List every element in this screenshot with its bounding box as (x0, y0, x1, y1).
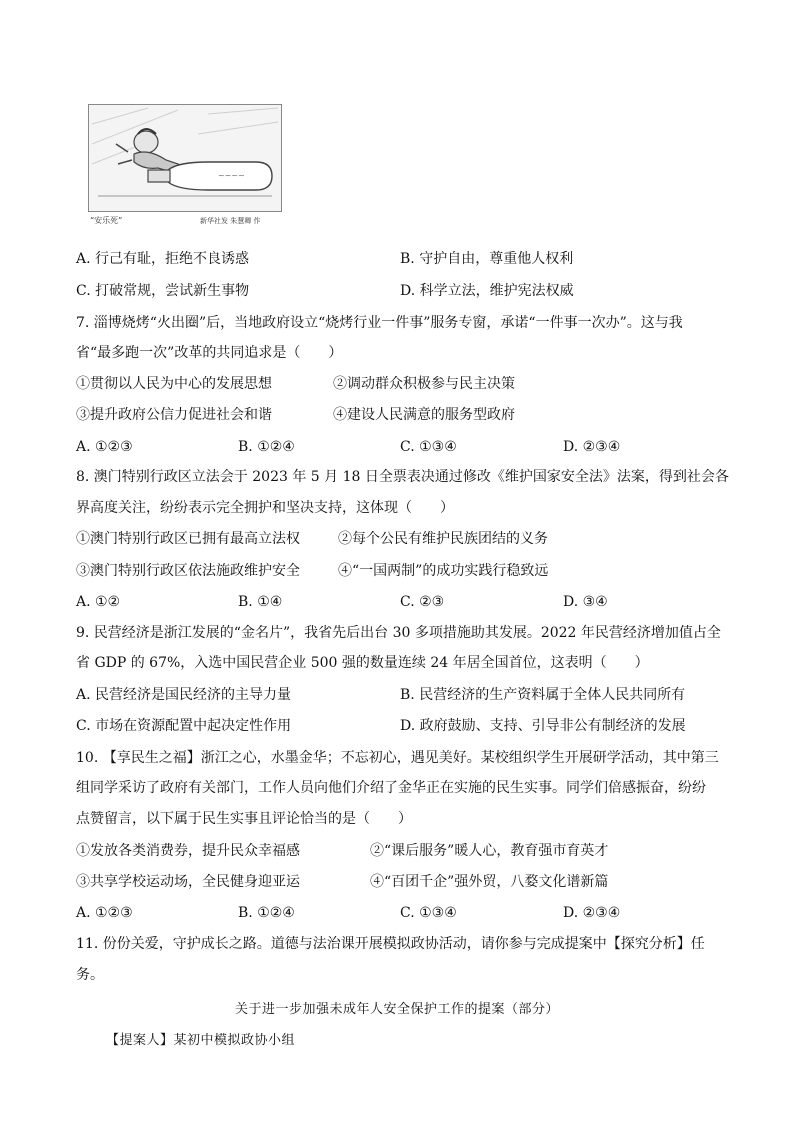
q7-option-d: D. ②③④ (563, 439, 621, 455)
q8-item-1: ①澳门特别行政区已拥有最高立法权 (76, 531, 300, 547)
cartoon-caption-right: 新华社发 朱慧卿 作 (200, 217, 261, 225)
q11-stem-line1: 11. 份份关爱，守护成长之路。道德与法治课开展模拟政协活动，请你参与完成提案中【探究分析】任 (76, 936, 705, 952)
q10-stem-line1: 10. 【享民生之福】浙江之心，水墨金华；不忘初心，遇见美好。某校组织学生开展研学活动，其中第三 (76, 750, 719, 766)
q10-option-d: D. ②③④ (563, 905, 621, 921)
q8-item-2: ②每个公民有维护民族团结的义务 (338, 531, 548, 547)
q9-option-d: D. 政府鼓励、支持、引导非公有制经济的发展 (400, 718, 686, 734)
q7-option-a: A. ①②③ (76, 439, 133, 455)
q8-option-b: B. ①④ (238, 594, 283, 610)
q7-item-3: ③提升政府公信力促进社会和谐 (76, 407, 272, 423)
q7-stem-line1: 7. 淄博烧烤“火出圈”后，当地政府设立“烧烤行业一件事”服务专窗，承诺“一件事一次办”。这与我 (76, 315, 683, 331)
q8-option-d: D. ③④ (563, 594, 608, 610)
proposal-proposer: 【提案人】某初中模拟政协小组 (106, 1033, 296, 1048)
q8-stem-line1: 8. 澳门特别行政区立法会于 2023 年 5 月 18 日全票表决通过修改《维护国家安全法》法案，得到社会各 (76, 469, 729, 485)
q8-stem-line2: 界高度关注，纷纷表示完全拥护和坚决支持，这体现（ ） (76, 500, 454, 516)
cartoon-caption-left: “安乐死” (90, 216, 123, 225)
q7-item-1: ①贯彻以人民为中心的发展思想 (76, 376, 272, 392)
q10-option-c: C. ①③④ (400, 905, 457, 921)
q10-stem-line3: 点赞留言，以下属于民生实事且评论恰当的是（ ） (76, 811, 412, 827)
q8-item-4: ④“一国两制”的成功实践行稳致远 (338, 563, 549, 579)
q8-item-3: ③澳门特别行政区依法施政维护安全 (76, 563, 300, 579)
q9-stem-line1: 9. 民营经济是浙江发展的“金名片”，我省先后出台 30 多项措施助其发展。2022 年民营经济增加值占全 (76, 625, 721, 641)
q10-option-a: A. ①②③ (76, 905, 133, 921)
q10-option-b: B. ①②④ (238, 905, 295, 921)
q9-option-b: B. 民营经济的生产资料属于全体人民共同所有 (400, 687, 686, 703)
q7-item-4: ④建设人民满意的服务型政府 (333, 407, 515, 423)
q7-stem-line2: 省“最多跑一次”改革的共同追求是（ ） (76, 345, 343, 361)
q7-option-c: C. ①③④ (400, 439, 457, 455)
q10-stem-line2: 组同学采访了政府有关部门，工作人员向他们介绍了金华正在实施的民生实事。同学们倍感振奋，纷纷 (76, 780, 706, 796)
q6-option-a: A. 行己有耻，拒绝不良诱惑 (76, 251, 250, 267)
cartoon-illustration (88, 104, 282, 228)
q6-option-b: B. 守护自由，尊重他人权利 (400, 251, 574, 267)
svg-text:~~~~: ~~~~ (218, 171, 245, 180)
q8-option-a: A. ①② (76, 594, 121, 610)
q6-option-d: D. 科学立法，维护宪法权威 (400, 283, 574, 299)
q10-item-1: ①发放各类消费券，提升民众幸福感 (76, 843, 300, 859)
q10-item-3: ③共享学校运动场，全民健身迎亚运 (76, 874, 300, 890)
q11-stem-line2: 务。 (76, 967, 104, 983)
q6-option-c: C. 打破常规，尝试新生事物 (76, 283, 250, 299)
q10-item-4: ④“百团千企”强外贸，八婺文化谱新篇 (370, 874, 609, 890)
q9-option-c: C. 市场在资源配置中起决定性作用 (76, 718, 292, 734)
proposal-title: 关于进一步加强未成年人安全保护工作的提案（部分） (234, 1002, 559, 1017)
q9-stem-line2: 省 GDP 的 67%，入选中国民营企业 500 强的数量连续 24 年居全国首位，这表明（ ） (76, 655, 649, 671)
q7-option-b: B. ①②④ (238, 439, 295, 455)
q8-option-c: C. ②③ (400, 594, 445, 610)
q10-item-2: ②“课后服务”暖人心，教育强市育英才 (370, 843, 609, 859)
q9-option-a: A. 民营经济是国民经济的主导力量 (76, 687, 292, 703)
q7-item-2: ②调动群众积极参与民主决策 (333, 376, 515, 392)
